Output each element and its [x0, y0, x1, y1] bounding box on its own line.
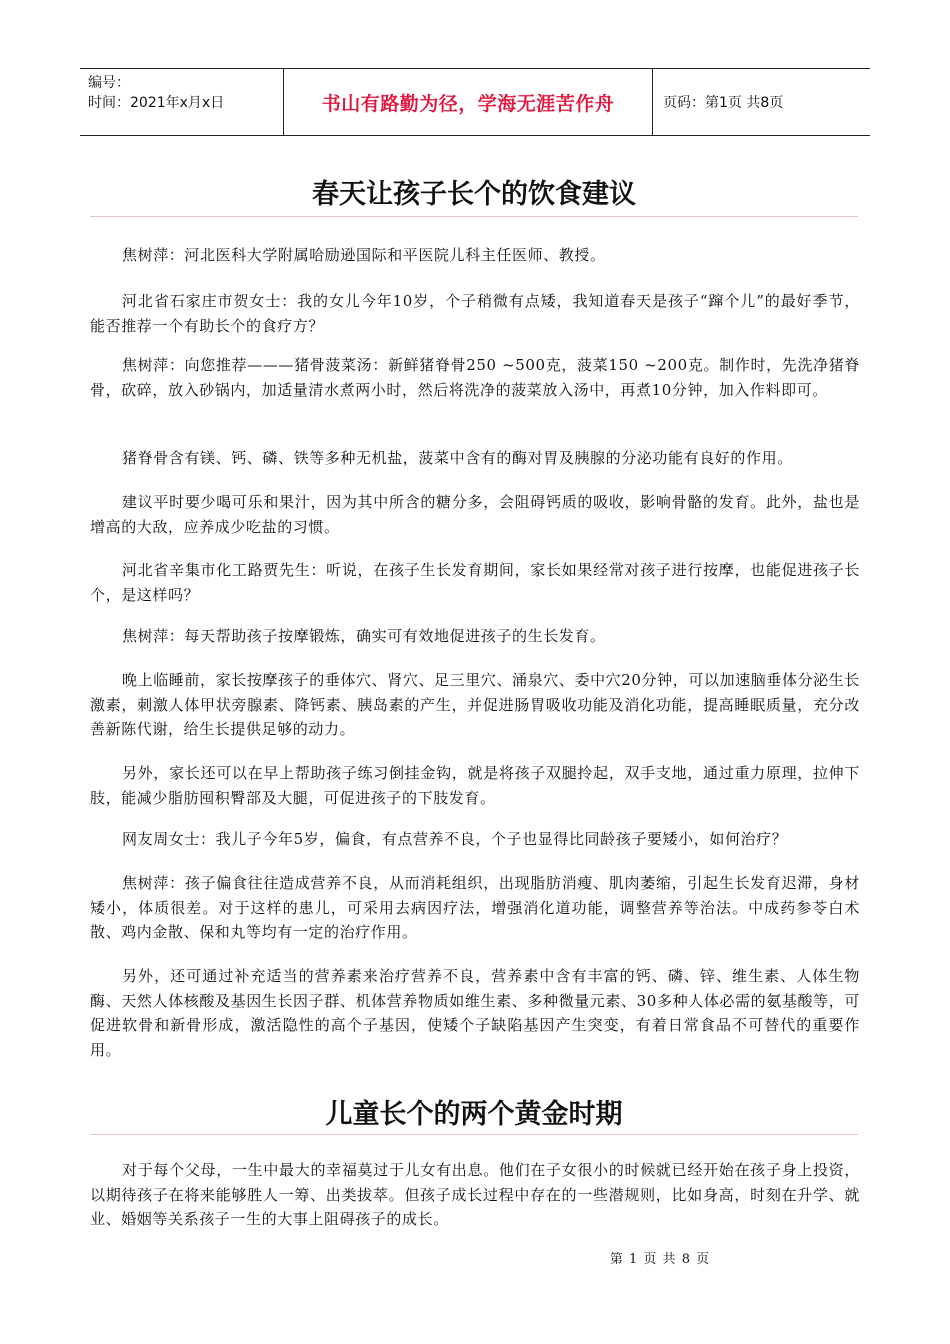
date-label: 时间：2021年x月x日: [88, 95, 225, 111]
paragraph: 晚上临睡前，家长按摩孩子的垂体穴、肾穴、足三里穴、涌泉穴、委中穴20分钟，可以加速脑垂体分泌生长激素，刺激人体甲状旁腺素、降钙素、胰岛素的产生，并促进肠胃吸收功能及消化功能，提高睡眠质量，充分改善新陈代谢，给生长提供足够的动力。: [90, 671, 860, 738]
title-divider-1: [90, 216, 858, 217]
number-label: 编号：: [88, 75, 130, 91]
document-header: [80, 68, 870, 136]
paragraph: 河北省石家庄市贺女士：我的女儿今年10岁，个子稍微有点矮，我知道春天是孩子“蹿个儿”的最好季节，能否推荐一个有助长个的食疗方？: [90, 292, 860, 335]
header-meta: [80, 69, 283, 135]
page-footer: 第 1 页 共 8 页: [609, 1252, 711, 1267]
title-divider-2: [90, 1134, 858, 1135]
paragraph: 焦树萍：孩子偏食往往造成营养不良，从而消耗组织，出现脂肪消瘦、肌肉萎缩，引起生长发育迟滞，身材矮小，体质很差。对于这样的患儿，可采用去病因疗法，增强消化道功能，调整营养等治法。中成药参苓白术散、鸡内金散、保和丸等均有一定的治疗作用。: [90, 874, 860, 941]
paragraph: 对于每个父母，一生中最大的幸福莫过于儿女有出息。他们在子女很小的时候就已经开始在孩子身上投资，以期待孩子在将来能够胜人一筹、出类拔萃。但孩子成长过程中存在的一些潜规则，比如身高，时刻在升学、就业、婚姻等关系孩子一生的大事上阻碍孩子的成长。: [90, 1161, 860, 1228]
paragraph: 河北省辛集市化工路贾先生：听说，在孩子生长发育期间，家长如果经常对孩子进行按摩，也能促进孩子长个，是这样吗？: [90, 561, 860, 604]
paragraph: 另外，还可通过补充适当的营养素来治疗营养不良，营养素中含有丰富的钙、磷、锌、维生素、人体生物酶、天然人体核酸及基因生长因子群、机体营养物质如维生素、多种微量元素、30多种人体必需的氨基酸等，可促进软骨和新骨形成，激活隐性的高个子基因，使矮个子缺陷基因产生突变，有着日常食品不可替代的重要作用。: [90, 967, 860, 1059]
paragraph: 网友周女士：我儿子今年5岁，偏食，有点营养不良，个子也显得比同龄孩子要矮小，如何治疗？: [122, 830, 788, 848]
header-page-info: 页码：第1页 共8页: [663, 95, 784, 111]
paragraph: 焦树萍：向您推荐———猪骨菠菜汤：新鲜猪脊骨250 ~500克，菠菜150 ~200克。制作时，先洗净猪脊骨，砍碎，放入砂锅内，加适量清水煮两小时，然后将洗净的菠菜放入汤中，再煮10分钟，加入作料即可。: [90, 356, 860, 399]
paragraph: 建议平时要少喝可乐和果汁，因为其中所含的糖分多，会阻碍钙质的吸收，影响骨骼的发育。此外，盐也是增高的大敌，应养成少吃盐的习惯。: [90, 493, 860, 536]
paragraph: 另外，家长还可以在早上帮助孩子练习倒挂金钩，就是将孩子双腿拎起，双手支地，通过重力原理，拉伸下肢，能减少脂肪囤积臀部及大腿，可促进孩子的下肢发育。: [90, 764, 860, 807]
paragraph: 焦树萍：每天帮助孩子按摩锻炼，确实可有效地促进孩子的生长发育。: [122, 627, 606, 645]
paragraph: 焦树萍：河北医科大学附属哈励逊国际和平医院儿科主任医师、教授。: [122, 246, 606, 264]
paragraph: 猪脊骨含有镁、钙、磷、铁等多种无机盐，菠菜中含有的酶对胃及胰腺的分泌功能有良好的作用。: [122, 449, 793, 467]
section-title-2: 儿童长个的两个黄金时期: [325, 1099, 623, 1130]
section-title-1: 春天让孩子长个的饮食建议: [312, 179, 636, 210]
header-motto: 书山有路勤为径，学海无涯苦作舟: [283, 69, 653, 135]
